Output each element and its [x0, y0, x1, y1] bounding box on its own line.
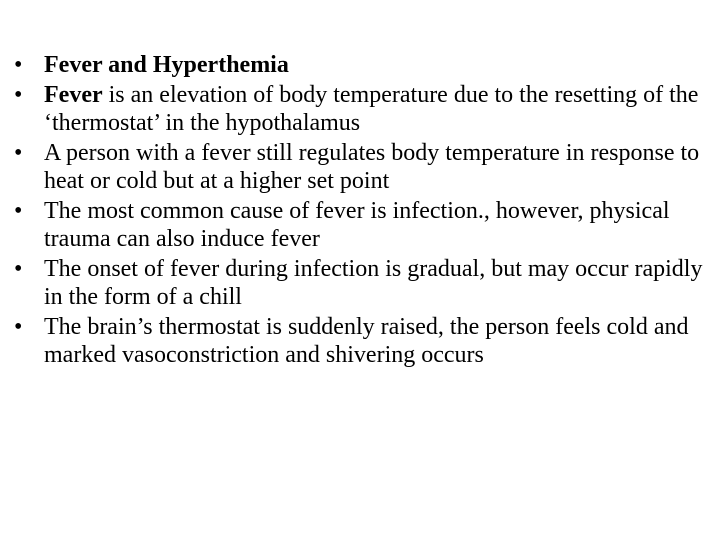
bullet-text: A person with a fever still regulates body temperature in response to heat or cold but at a higher set point	[44, 140, 700, 194]
bullet-text: The onset of fever during infection is gradual, but may occur rapidly in the form of a chill	[44, 256, 703, 310]
bullet-icon: •	[14, 314, 23, 340]
bullet-item-set-point	[14, 139, 714, 195]
bullet-icon: •	[14, 52, 23, 78]
bullet-bold-text: Fever	[44, 82, 103, 108]
bullet-item-onset	[14, 255, 714, 311]
bullet-text: is an elevation of body temperature due to the resetting of the ‘thermostat’ in the hypothalamus	[44, 82, 699, 136]
bullet-icon: •	[14, 140, 23, 166]
bullet-item-fever-definition	[14, 81, 714, 137]
bullet-item-title	[14, 51, 714, 79]
bullet-item-thermostat-raised	[14, 313, 714, 369]
bullet-text: The most common cause of fever is infection., however, physical trauma can also induce fever	[44, 198, 670, 252]
bullet-text: The brain’s thermostat is suddenly raised, the person feels cold and marked vasoconstriction and shivering occurs	[44, 314, 689, 368]
bullet-list	[14, 51, 714, 371]
bullet-icon: •	[14, 198, 23, 224]
bullet-item-common-cause	[14, 197, 714, 253]
bullet-bold-text: Fever and Hyperthemia	[44, 52, 289, 78]
bullet-icon: •	[14, 82, 23, 108]
bullet-icon: •	[14, 256, 23, 282]
